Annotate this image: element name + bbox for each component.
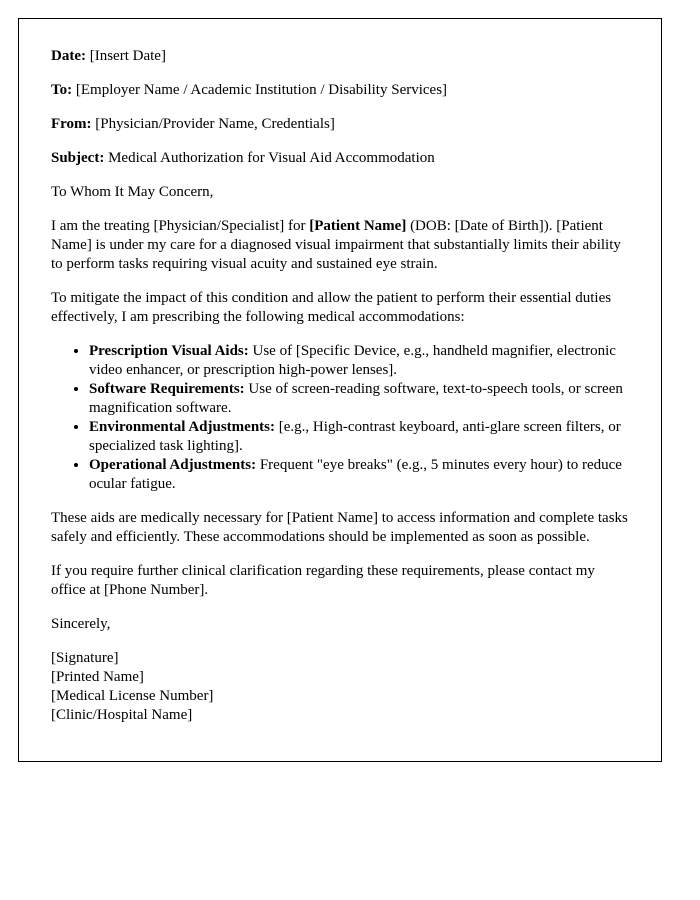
accommodation-item — [89, 456, 629, 494]
text-run: Use of [Specific Device, e.g., handheld magnifier, electronic video enhancer, or prescription high-power lenses]. — [89, 343, 616, 378]
bold-text-run: Environmental Adjustments: — [89, 419, 275, 435]
text-run: [Signature] — [51, 650, 119, 666]
text-run: These aids are medically necessary for [Patient Name] to access information and complete tasks safely and efficiently. These accommodations should be implemented as soon as possible. — [51, 510, 628, 545]
text-run: [Insert Date] — [85, 48, 166, 64]
text-run: [Physician/Provider Name, Credentials] — [91, 116, 335, 132]
mitigation-paragraph — [51, 289, 629, 327]
bold-text-run: [Patient Name] — [309, 218, 407, 234]
subject-line — [51, 149, 629, 168]
text-run: [e.g., High-contrast keyboard, anti-glare screen filters, or specialized task lighting]. — [89, 419, 621, 454]
bold-text-run: To: — [51, 82, 73, 98]
printed-name-line — [51, 668, 629, 687]
text-run: (DOB: [Date of Birth]). [Patient Name] is under my care for a diagnosed visual impairment that substantially limits their ability to perform tasks requiring visual acuity and sustained eye strain. — [51, 218, 621, 272]
text-run: [Printed Name] — [51, 669, 144, 685]
closing — [51, 615, 629, 634]
text-run: I am the treating [Physician/Specialist] for — [51, 218, 310, 234]
contact-paragraph — [51, 562, 629, 600]
accommodation-item — [89, 418, 629, 456]
salutation — [51, 183, 629, 202]
license-number-line — [51, 687, 629, 706]
signature-line — [51, 649, 629, 668]
text-run: [Medical License Number] — [51, 688, 214, 704]
clinic-name-line — [51, 706, 629, 725]
bold-text-run: From: — [51, 116, 92, 132]
from-line — [51, 115, 629, 134]
text-run: Sincerely, — [51, 616, 111, 632]
to-line — [51, 81, 629, 100]
document-page — [18, 18, 662, 762]
bold-text-run: Software Requirements: — [89, 381, 245, 397]
text-run: [Employer Name / Academic Institution / Disability Services] — [72, 82, 448, 98]
date-line — [51, 47, 629, 66]
bold-text-run: Date: — [51, 48, 86, 64]
bold-text-run: Subject: — [51, 150, 105, 166]
text-run: [Clinic/Hospital Name] — [51, 707, 193, 723]
accommodation-item — [89, 380, 629, 418]
text-run: If you require further clinical clarification regarding these requirements, please contact my office at [Phone Number]. — [51, 563, 595, 598]
text-run: To Whom It May Concern, — [51, 184, 214, 200]
necessity-paragraph — [51, 509, 629, 547]
text-run: To mitigate the impact of this condition and allow the patient to perform their essential duties effectively, I am prescribing the following medical accommodations: — [51, 290, 612, 325]
bold-text-run: Prescription Visual Aids: — [89, 343, 249, 359]
text-run: Medical Authorization for Visual Aid Accommodation — [104, 150, 435, 166]
text-run: Use of screen-reading software, text-to-speech tools, or screen magnification software. — [89, 381, 623, 416]
accommodations-list — [51, 342, 629, 494]
letter-body — [51, 47, 629, 725]
text-run: Frequent "eye breaks" (e.g., 5 minutes every hour) to reduce ocular fatigue. — [89, 457, 622, 492]
intro-paragraph — [51, 217, 629, 274]
bold-text-run: Operational Adjustments: — [89, 457, 257, 473]
accommodation-item — [89, 342, 629, 380]
